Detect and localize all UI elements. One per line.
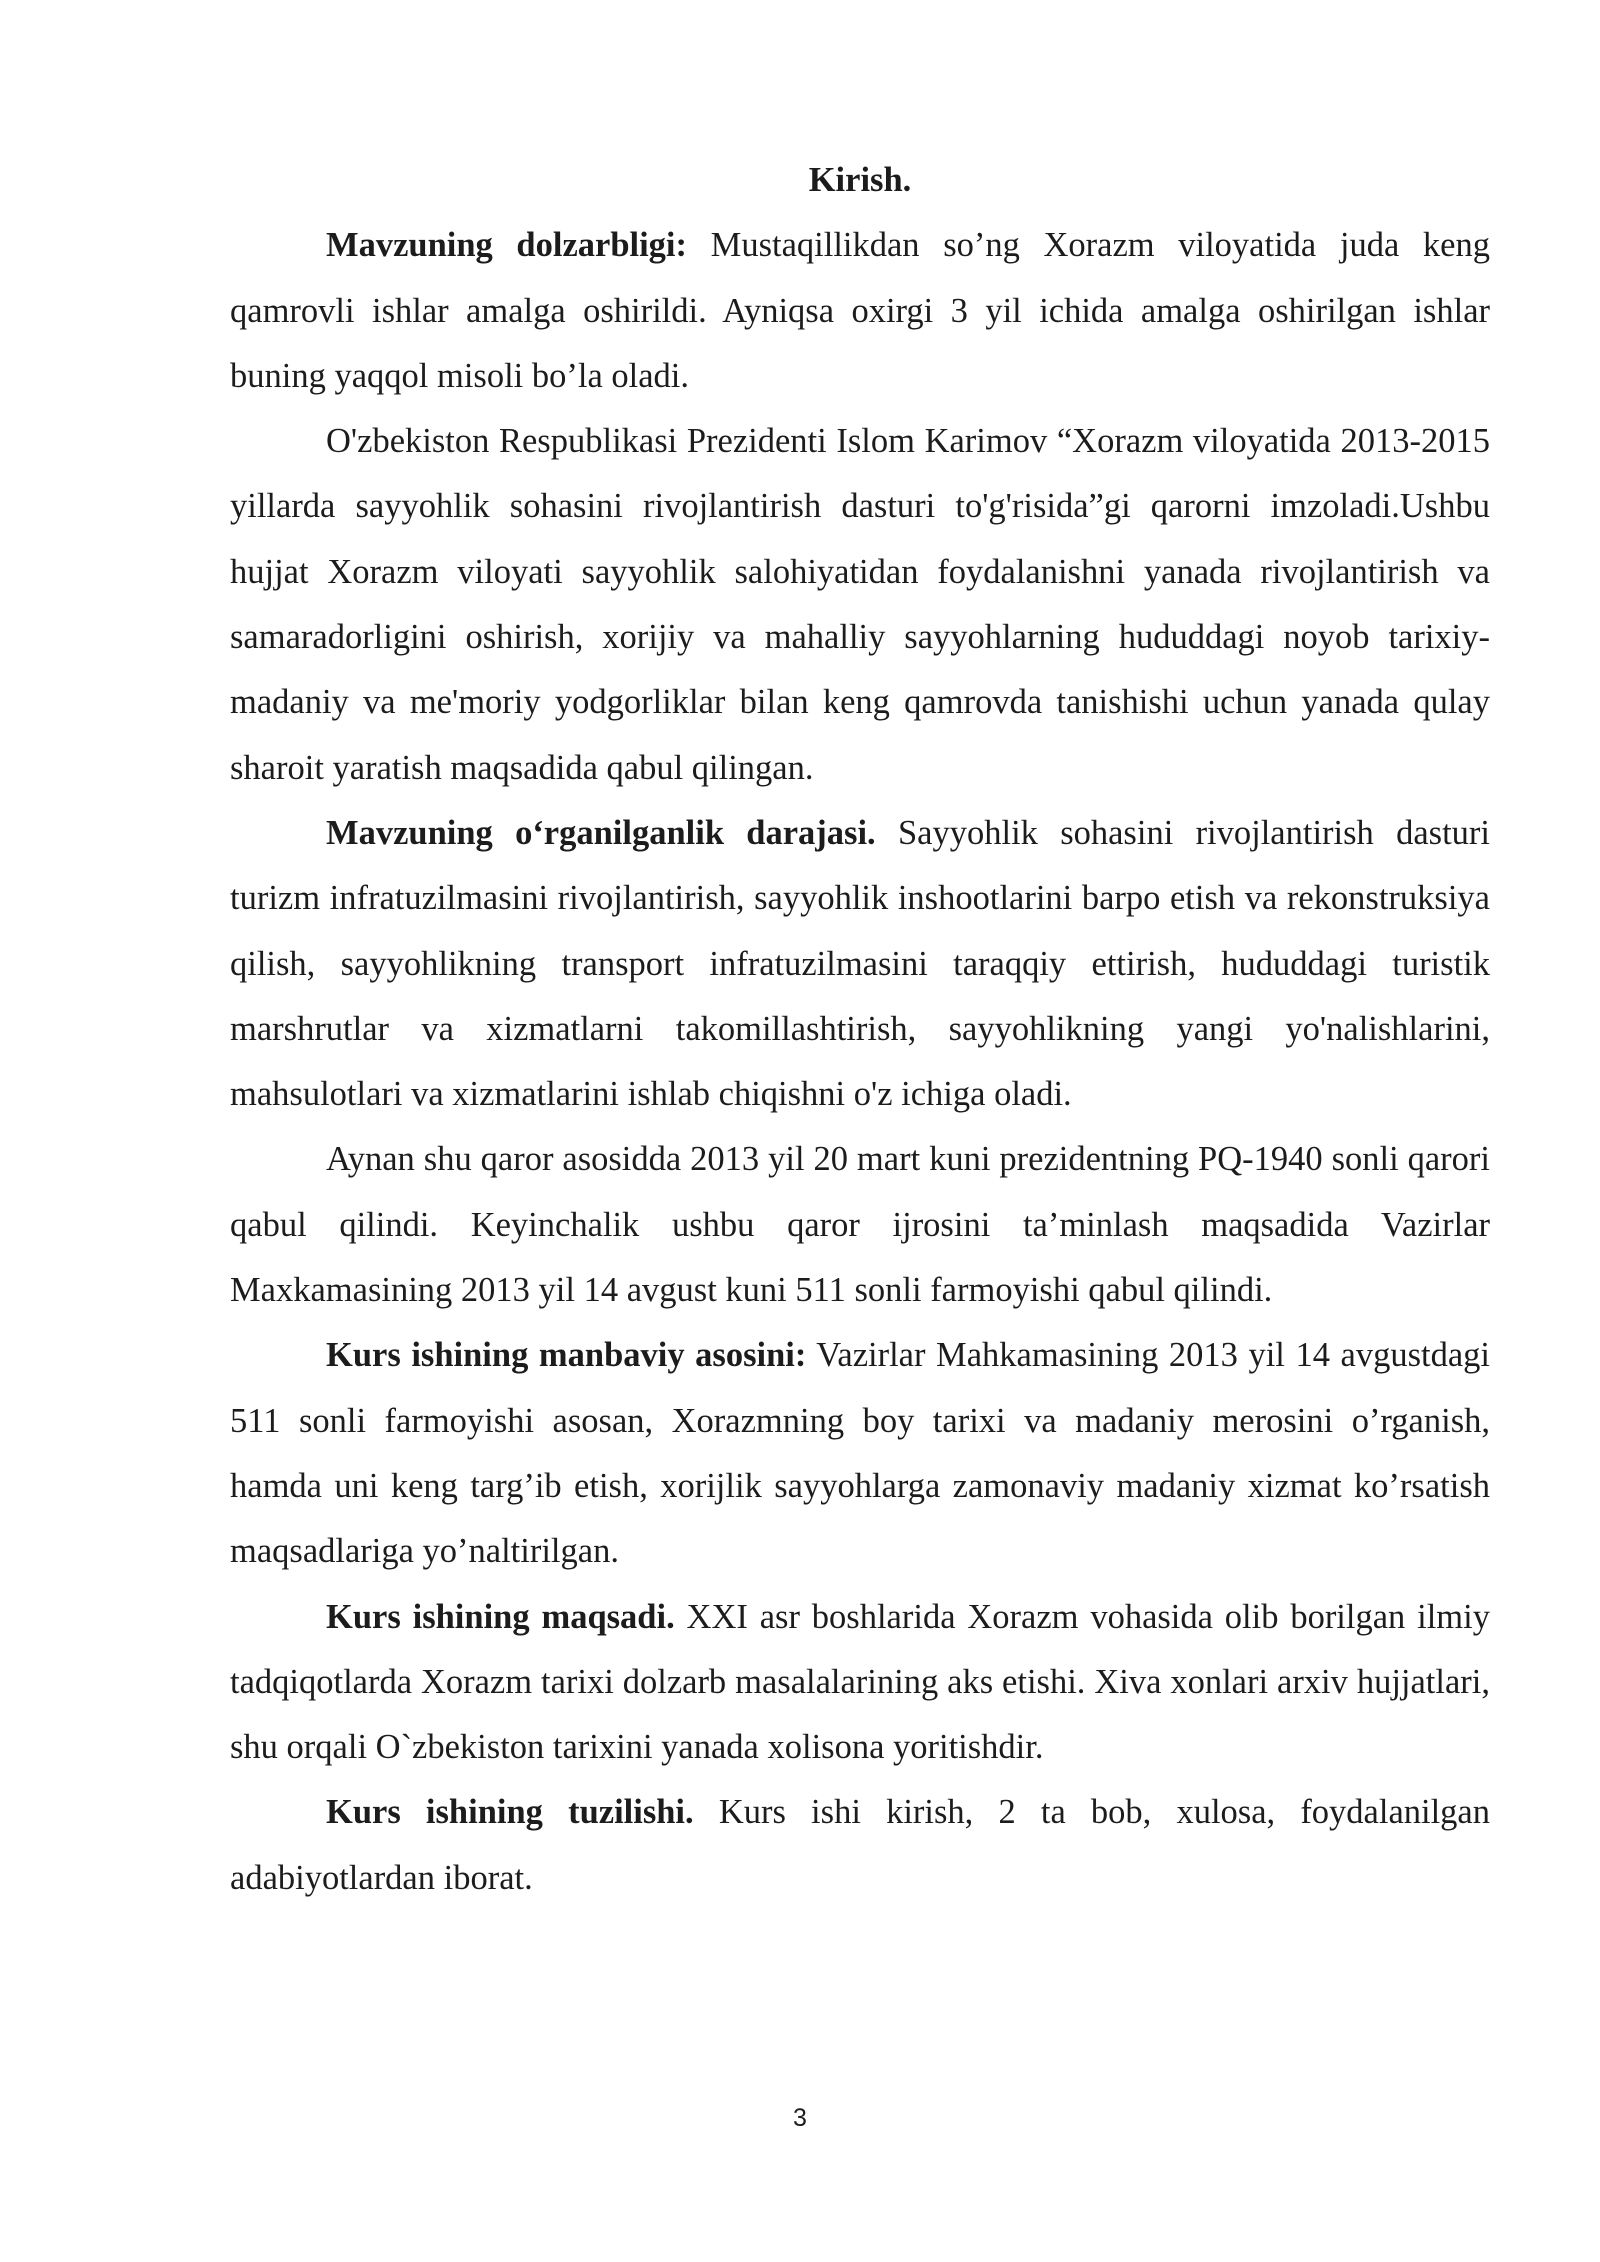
paragraph-lead: Kurs ishining maqsadi. [326,1597,675,1636]
paragraph-text: Aynan shu qaror asosidda 2013 yil 20 mart kuni prezidentning PQ-1940 sonli qarori qabul qilindi. Keyinchalik ushbu qaror ijrosini ta’minlash maqsadida Vazirlar Maxkamasining 2013 yil 14 avgust kuni 511 sonli farmoyishi qabul qilindi. [230,1140,1490,1310]
paragraph-goal [230,1585,1490,1781]
paragraph-text: XXI asr boshlarida Xorazm vohasida olib borilgan ilmiy tadqiqotlarda Xorazm tarixi dolzarb masalalarining aks etishi. Xiva xonlari arxiv hujjatlari, shu orqali O`zbekiston tarixini yanada xolisona yoritishdir. [230,1597,1490,1767]
paragraph-lead: Kurs ishining manbaviy asosini: [326,1336,807,1375]
page-number: 3 [793,2104,807,2132]
paragraph-decree [230,409,1490,801]
section-title: Kirish. [808,161,912,199]
paragraph-resolution [230,1127,1490,1323]
paragraph-study-level [230,801,1490,1127]
paragraph-text: Kurs ishi kirish, 2 ta bob, xulosa, foydalanilgan adabiyotlardan iborat. [230,1793,1490,1897]
page-content [230,148,1490,1911]
paragraph-text: Vazirlar Mahkamasining 2013 yil 14 avgustdagi 511 sonli farmoyishi asosan, Xorazmning boy tarixi va madaniy merosini o’rganish, hamda uni keng targ’ib etish, xorijlik sayyohlarga zamonaviy madaniy xizmat ko’rsatish maqsadlariga yo’naltirilgan. [230,1336,1490,1571]
paragraph-lead: Mavzuning o‘rganilganlik darajasi. [326,813,876,852]
paragraph-relevance [230,213,1490,409]
paragraph-lead: Mavzuning dolzarbligi: [326,226,687,265]
paragraph-sources [230,1323,1490,1584]
paragraph-text: Sayyohlik sohasini rivojlantirish dasturi turizm infratuzilmasini rivojlantirish, sayyohlik inshootlarini barpo etish va rekonstruksiya qilish, sayyohlikning transport infratuzilmasini taraqqiy ettirish, hududdagi turistik marshrutlar va xizmatlarni takomillashtirish, sayyohlikning yangi yo'nalishlarini, mahsulotlari va xizmatlarini ishlab chiqishni o'z ichiga oladi. [230,813,1490,1114]
paragraph-structure [230,1780,1490,1911]
paragraph-text: Mustaqillikdan so’ng Xorazm viloyatida juda keng qamrovli ishlar amalga oshirildi. Ayniqsa oxirgi 3 yil ichida amalga oshirilgan ishlar buning yaqqol misoli bo’la oladi. [230,226,1490,395]
paragraph-lead: Kurs ishining tuzilishi. [326,1793,694,1832]
paragraph-text: O'zbekiston Respublikasi Prezidenti Islom Karimov “Xorazm viloyatida 2013-2015 yillarda sayyohlik sohasini rivojlantirish dasturi to'g'risida”gi qarorni imzoladi.Ushbu hujjat Xorazm viloyati sayyohlik salohiyatidan foydalanishni yanada rivojlantirish va samaradorligini oshirish, xorijiy va mahalliy sayyohlarning hududdagi noyob tarixiy-madaniy va me'moriy yodgorliklar bilan keng qamrovda tanishishi uchun yanada qulay sharoit yaratish maqsadida qabul qilingan. [230,422,1490,787]
